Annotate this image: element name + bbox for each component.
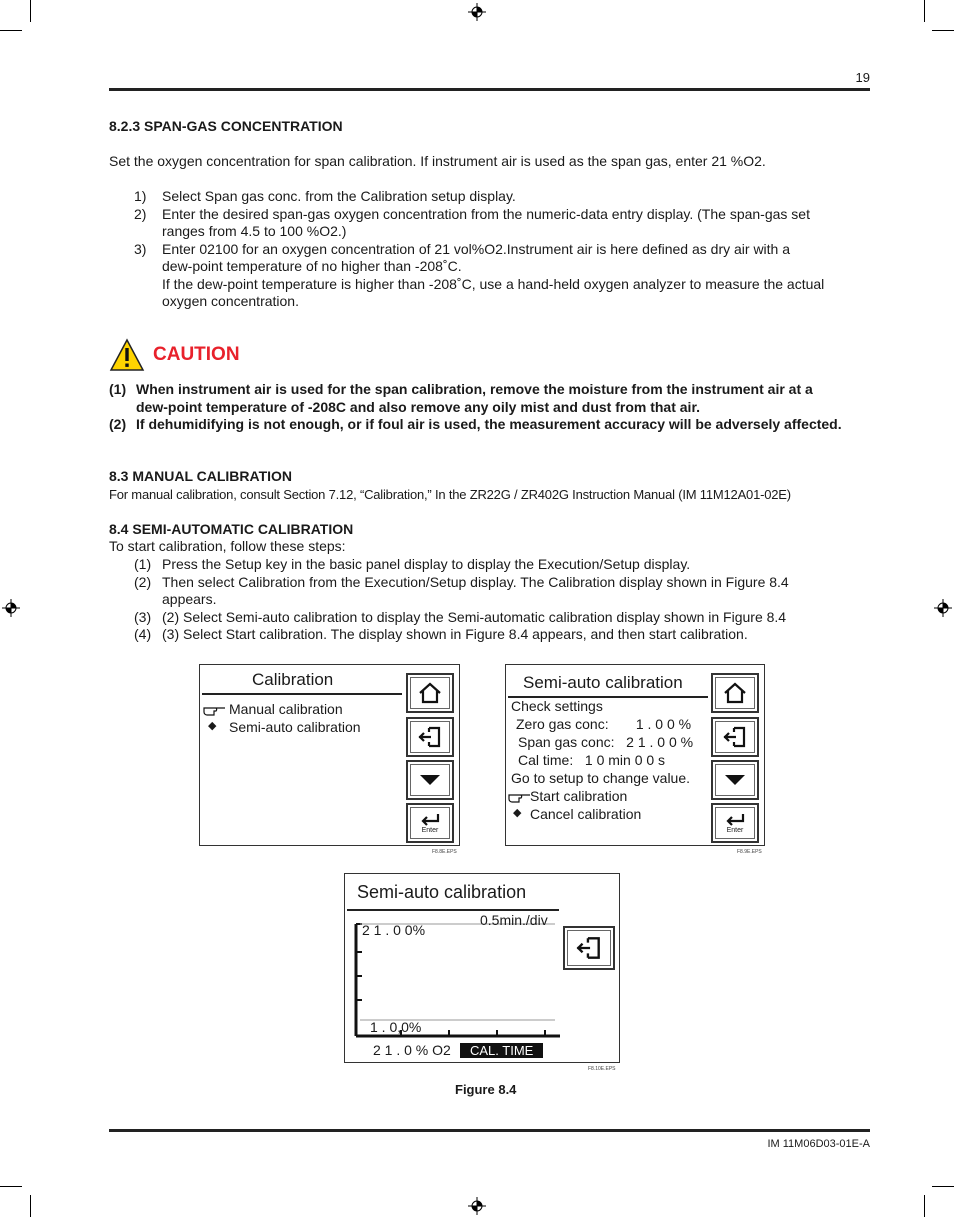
diamond-bullet-icon: ◆ xyxy=(513,807,522,819)
list-item: (1) Press the Setup key in the basic panel display to display the Execution/Setup display. xyxy=(134,556,691,572)
start-calibration-item[interactable]: Start calibration xyxy=(530,788,628,804)
title-rule xyxy=(202,693,402,695)
enter-icon xyxy=(724,813,746,827)
exit-button[interactable] xyxy=(563,926,615,970)
enter-button[interactable]: Enter xyxy=(711,803,759,843)
zero-gas-value: Zero gas conc: 1 . 0 0 % xyxy=(516,716,692,732)
section-intro: To start calibration, follow these steps: xyxy=(109,538,346,554)
caution-banner xyxy=(109,338,240,372)
list-item: (1) When instrument air is used for the span calibration, remove the moisture from the instrument air at a dew-point temperature of -208C and also remove any oily mist and dust from that air. xyxy=(109,381,813,415)
figure-caption: Figure 8.4 xyxy=(455,1082,517,1097)
exit-icon xyxy=(417,725,443,749)
home-button[interactable] xyxy=(711,673,759,713)
span-gas-value: Span gas conc: 2 1 . 0 0 % xyxy=(518,734,694,750)
semi-auto-steps xyxy=(134,556,864,644)
list-item: 3) Enter 02100 for an oxygen concentration of 21 vol%O2.Instrument air is here defined as dry air with a dew-point temperature of no higher than -208˚C. If the dew-point temperature is higher than -208˚C, use a hand-held oxygen analyzer to measure the actual oxygen concentration. xyxy=(134,240,825,309)
screen-title: Calibration xyxy=(252,670,334,689)
section-heading: 8.4 SEMI-AUTOMATIC CALIBRATION xyxy=(109,521,354,537)
exit-icon xyxy=(575,935,603,961)
list-item: 1) Select Span gas conc. from the Calibration setup display. xyxy=(134,188,516,204)
crop-mark xyxy=(924,0,925,22)
cancel-calibration-item[interactable]: Cancel calibration xyxy=(530,806,642,822)
current-o2-value: 2 1 . 0 % O2 xyxy=(373,1042,451,1058)
footer-rule xyxy=(109,1129,870,1132)
down-button[interactable] xyxy=(711,760,759,800)
diamond-bullet-icon: ◆ xyxy=(208,720,217,732)
pointing-hand-icon xyxy=(508,788,532,804)
screen-title: Semi-auto calibration xyxy=(357,882,527,902)
cal-time-status: CAL. TIME xyxy=(460,1043,543,1058)
home-icon xyxy=(722,682,748,704)
check-settings-label: Check settings xyxy=(511,698,603,714)
menu-item-manual-calibration[interactable]: Manual calibration xyxy=(229,701,343,717)
exit-button[interactable] xyxy=(406,717,454,757)
pointing-hand-icon xyxy=(203,701,227,717)
down-button[interactable] xyxy=(406,760,454,800)
cal-time-value: Cal time: 1 0 min 0 0 s xyxy=(518,752,666,768)
home-button[interactable] xyxy=(406,673,454,713)
enter-icon xyxy=(419,813,441,827)
time-division: 0.5min./div xyxy=(480,912,548,928)
lower-scale-value: 1 . 0,0% xyxy=(370,1019,422,1035)
down-arrow-icon xyxy=(418,772,442,788)
section-intro: Set the oxygen concentration for span calibration. If instrument air is used as the span gas, enter 21 %O2. xyxy=(109,153,766,169)
crop-mark xyxy=(30,1195,31,1217)
header-rule xyxy=(109,88,870,91)
registration-mark-icon xyxy=(468,3,486,21)
semi-auto-settings-screen xyxy=(505,664,765,846)
list-item: (3) (2) Select Semi-auto calibration to display the Semi-automatic calibration display shown in Figure 8.4 xyxy=(134,608,787,625)
crop-mark xyxy=(0,1186,22,1187)
figure-tag: F8.8E.EPS xyxy=(432,849,457,855)
title-rule xyxy=(347,909,559,911)
section-heading: 8.2.3 SPAN-GAS CONCENTRATION xyxy=(109,118,343,134)
page-number: 19 xyxy=(855,70,870,85)
enter-button[interactable]: Enter xyxy=(406,803,454,843)
menu-item-semi-auto-calibration[interactable]: Semi-auto calibration xyxy=(229,719,361,735)
list-item: (2) Then select Calibration from the Execution/Setup display. The Calibration display shown in Figure 8.4 appears. xyxy=(134,573,789,607)
home-icon xyxy=(417,682,443,704)
span-gas-steps xyxy=(134,188,864,311)
crop-mark xyxy=(924,1195,925,1217)
section-heading: 8.3 MANUAL CALIBRATION xyxy=(109,468,293,484)
crop-mark xyxy=(932,1186,954,1187)
caution-list xyxy=(109,381,874,434)
section-body: For manual calibration, consult Section 7.12, “Calibration,” In the ZR22G / ZR402G Instruction Manual (IM 11M12A01-02E) xyxy=(109,487,791,502)
semi-auto-trend-screen xyxy=(344,873,620,1063)
figure-tag: F8.9E.EPS xyxy=(737,849,762,855)
exit-button[interactable] xyxy=(711,717,759,757)
caution-title: CAUTION xyxy=(153,344,240,365)
figure-tag: F8.10E.EPS xyxy=(588,1066,616,1072)
exit-icon xyxy=(722,725,748,749)
list-item: 2) Enter the desired span-gas oxygen concentration from the numeric-data entry display. (The span-gas set ranges from 4.5 to 100 %O2.) xyxy=(134,205,810,239)
crop-mark xyxy=(0,30,22,31)
crop-mark xyxy=(932,30,954,31)
calibration-screen xyxy=(199,664,460,846)
down-arrow-icon xyxy=(723,772,747,788)
list-item: (2) If dehumidifying is not enough, or if foul air is used, the measurement accuracy will be adversely affected. xyxy=(109,416,842,432)
setup-hint: Go to setup to change value. xyxy=(511,770,691,786)
registration-mark-icon xyxy=(2,599,20,617)
registration-mark-icon xyxy=(934,599,952,617)
document-id: IM 11M06D03-01E-A xyxy=(767,1138,870,1150)
list-item: (4) (3) Select Start calibration. The display shown in Figure 8.4 appears, and then start calibration. xyxy=(134,626,748,642)
crop-mark xyxy=(30,0,31,22)
warning-triangle-icon xyxy=(109,338,145,372)
registration-mark-icon xyxy=(468,1197,486,1215)
screen-title: Semi-auto calibration xyxy=(523,673,683,692)
upper-scale-value: 2 1 . 0 0% xyxy=(362,922,426,938)
